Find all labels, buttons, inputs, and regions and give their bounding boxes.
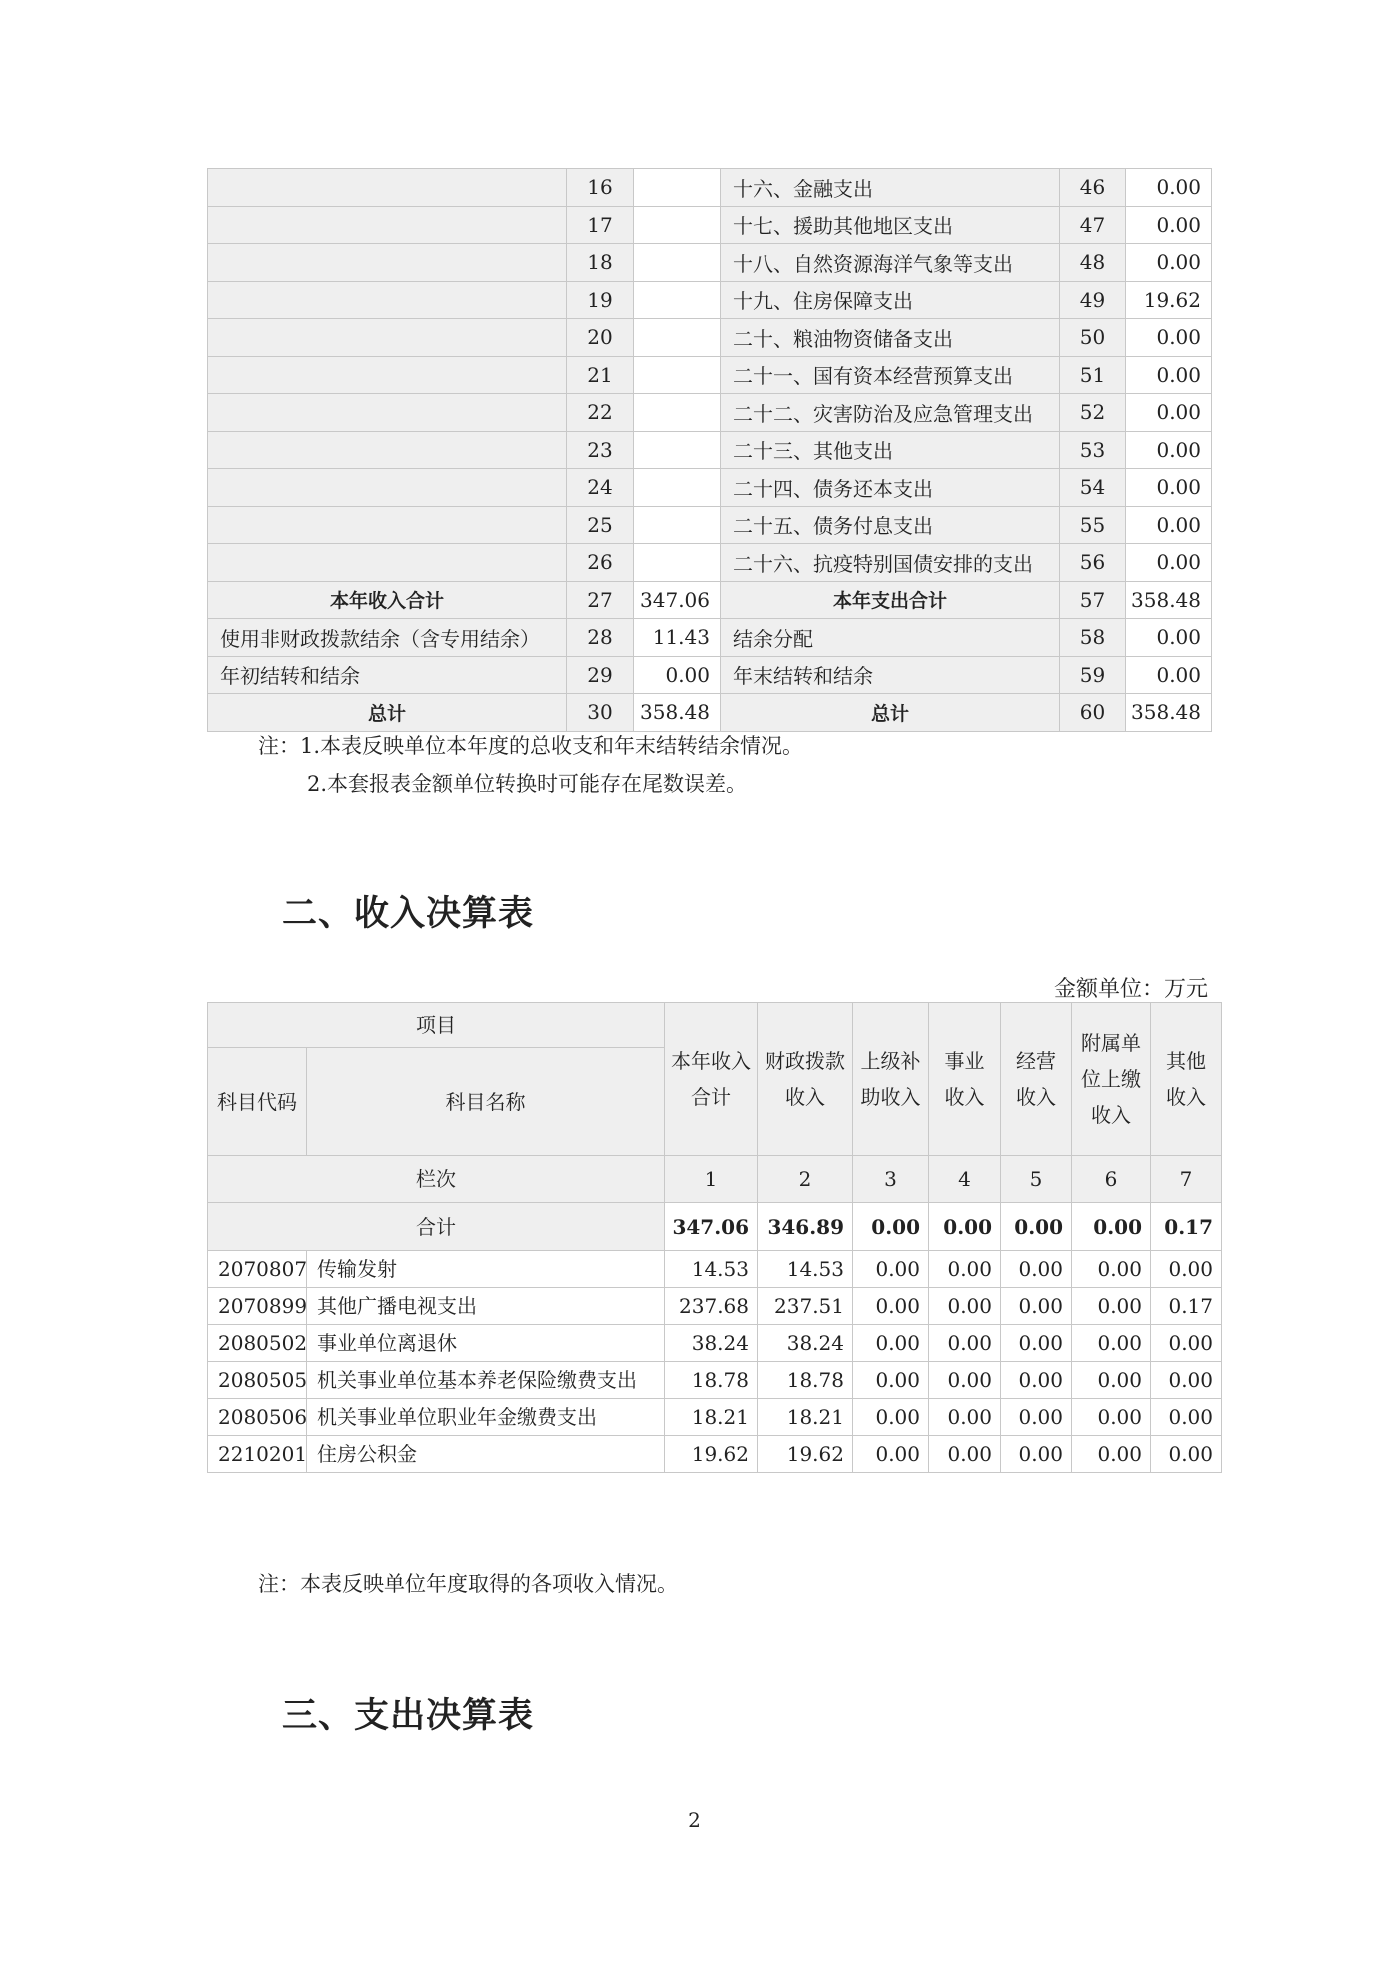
right-amount: 0.00 (1126, 544, 1212, 582)
amount-cell: 18.21 (665, 1399, 758, 1436)
left-line-number: 21 (567, 356, 634, 394)
right-line-number: 51 (1060, 356, 1126, 394)
amount-cell: 19.62 (665, 1436, 758, 1473)
amount-cell: 0.00 (929, 1288, 1001, 1325)
table-row (208, 281, 1212, 319)
right-line-number: 57 (1060, 581, 1126, 619)
right-amount: 0.00 (1126, 506, 1212, 544)
section-heading-expense: 三、支出决算表 (282, 1696, 535, 1736)
left-item-label (208, 244, 567, 282)
table-row (208, 319, 1212, 357)
left-item-label (208, 281, 567, 319)
right-line-number: 58 (1060, 619, 1126, 657)
amount-cell: 0.00 (853, 1325, 929, 1362)
right-item-label: 二十三、其他支出 (721, 431, 1060, 469)
left-item-label: 总计 (208, 694, 567, 732)
table-row (208, 1325, 1222, 1362)
right-item-label: 二十、粮油物资储备支出 (721, 319, 1060, 357)
right-amount: 358.48 (1126, 694, 1212, 732)
table-row (208, 544, 1212, 582)
left-line-number: 27 (567, 581, 634, 619)
amount-cell: 0.00 (853, 1436, 929, 1473)
table-row (208, 656, 1212, 694)
header-col-5: 经营收入 (1001, 1003, 1072, 1156)
total-value: 0.00 (853, 1203, 929, 1251)
right-item-label: 十七、援助其他地区支出 (721, 206, 1060, 244)
left-line-number: 30 (567, 694, 634, 732)
amount-cell: 0.00 (853, 1288, 929, 1325)
right-line-number: 46 (1060, 169, 1126, 207)
header-col-4: 事业收入 (929, 1003, 1001, 1156)
amount-cell: 18.78 (665, 1362, 758, 1399)
right-item-label: 二十四、债务还本支出 (721, 469, 1060, 507)
header-col-3: 上级补助收入 (853, 1003, 929, 1156)
right-amount: 0.00 (1126, 356, 1212, 394)
amount-cell: 0.00 (929, 1251, 1001, 1288)
subject-name: 机关事业单位职业年金缴费支出 (307, 1399, 665, 1436)
amount-cell: 0.00 (929, 1436, 1001, 1473)
subject-code: 2080505 (208, 1362, 307, 1399)
left-amount (634, 169, 721, 207)
amount-cell: 237.51 (758, 1288, 853, 1325)
income-expense-summary-table (207, 168, 1212, 732)
column-index-4: 4 (929, 1156, 1001, 1203)
column-index-2: 2 (758, 1156, 853, 1203)
right-item-label: 结余分配 (721, 619, 1060, 657)
right-amount: 19.62 (1126, 281, 1212, 319)
table-row (208, 169, 1212, 207)
subject-code: 2080506 (208, 1399, 307, 1436)
amount-cell: 0.00 (853, 1399, 929, 1436)
amount-cell: 0.00 (929, 1399, 1001, 1436)
left-item-label (208, 394, 567, 432)
total-value: 0.00 (929, 1203, 1001, 1251)
left-item-label (208, 356, 567, 394)
right-line-number: 48 (1060, 244, 1126, 282)
left-amount: 358.48 (634, 694, 721, 732)
column-index-3: 3 (853, 1156, 929, 1203)
left-amount (634, 319, 721, 357)
right-amount: 0.00 (1126, 656, 1212, 694)
right-item-label: 二十一、国有资本经营预算支出 (721, 356, 1060, 394)
left-amount (634, 281, 721, 319)
left-item-label (208, 544, 567, 582)
amount-cell: 0.00 (1001, 1436, 1072, 1473)
left-line-number: 17 (567, 206, 634, 244)
right-line-number: 53 (1060, 431, 1126, 469)
left-amount (634, 544, 721, 582)
amount-cell: 0.00 (1151, 1251, 1222, 1288)
subject-code: 2210201 (208, 1436, 307, 1473)
right-amount: 0.00 (1126, 394, 1212, 432)
table-row (208, 1436, 1222, 1473)
column-index-label: 栏次 (208, 1156, 665, 1203)
left-amount (634, 506, 721, 544)
left-line-number: 18 (567, 244, 634, 282)
right-amount: 0.00 (1126, 169, 1212, 207)
amount-cell: 0.00 (1001, 1399, 1072, 1436)
amount-cell: 0.00 (1001, 1325, 1072, 1362)
right-line-number: 59 (1060, 656, 1126, 694)
subject-code: 2070899 (208, 1288, 307, 1325)
subject-name: 住房公积金 (307, 1436, 665, 1473)
right-amount: 0.00 (1126, 206, 1212, 244)
table-row (208, 581, 1212, 619)
table-row (208, 206, 1212, 244)
income-final-accounts-table (207, 1002, 1222, 1473)
left-line-number: 26 (567, 544, 634, 582)
total-value: 0.00 (1072, 1203, 1151, 1251)
amount-cell: 0.00 (1001, 1251, 1072, 1288)
left-amount: 347.06 (634, 581, 721, 619)
left-item-label: 使用非财政拨款结余（含专用结余） (208, 619, 567, 657)
right-line-number: 60 (1060, 694, 1126, 732)
left-item-label (208, 206, 567, 244)
amount-cell: 18.21 (758, 1399, 853, 1436)
amount-cell: 14.53 (758, 1251, 853, 1288)
subject-name: 事业单位离退休 (307, 1325, 665, 1362)
amount-cell: 0.00 (1072, 1436, 1151, 1473)
amount-cell: 14.53 (665, 1251, 758, 1288)
left-amount (634, 206, 721, 244)
subject-name: 机关事业单位基本养老保险缴费支出 (307, 1362, 665, 1399)
right-item-label: 二十六、抗疫特别国债安排的支出 (721, 544, 1060, 582)
column-index-1: 1 (665, 1156, 758, 1203)
amount-cell: 38.24 (665, 1325, 758, 1362)
table1-note-2: 2.本套报表金额单位转换时可能存在尾数误差。 (307, 772, 748, 796)
right-line-number: 52 (1060, 394, 1126, 432)
table-row (208, 431, 1212, 469)
left-line-number: 23 (567, 431, 634, 469)
left-line-number: 28 (567, 619, 634, 657)
right-item-label: 二十五、债务付息支出 (721, 506, 1060, 544)
left-item-label (208, 469, 567, 507)
left-line-number: 20 (567, 319, 634, 357)
amount-cell: 0.00 (929, 1362, 1001, 1399)
amount-unit-label: 金额单位：万元 (1053, 977, 1208, 1002)
header-col-7: 其他收入 (1151, 1003, 1222, 1156)
header-code: 科目代码 (208, 1048, 307, 1156)
right-item-label: 十六、金融支出 (721, 169, 1060, 207)
table-row (208, 1288, 1222, 1325)
left-line-number: 24 (567, 469, 634, 507)
amount-cell: 38.24 (758, 1325, 853, 1362)
table-row (208, 394, 1212, 432)
right-amount: 0.00 (1126, 619, 1212, 657)
header-col-2: 财政拨款收入 (758, 1003, 853, 1156)
table2-note: 注：本表反映单位年度取得的各项收入情况。 (258, 1572, 678, 1596)
header-project: 项目 (208, 1003, 665, 1048)
left-line-number: 19 (567, 281, 634, 319)
right-amount: 0.00 (1126, 431, 1212, 469)
amount-cell: 0.00 (1072, 1399, 1151, 1436)
amount-cell: 19.62 (758, 1436, 853, 1473)
left-item-label (208, 319, 567, 357)
amount-cell: 0.00 (1151, 1436, 1222, 1473)
column-index-6: 6 (1072, 1156, 1151, 1203)
header-col-6: 附属单位上缴收入 (1072, 1003, 1151, 1156)
amount-cell: 237.68 (665, 1288, 758, 1325)
right-item-label: 年末结转和结余 (721, 656, 1060, 694)
right-amount: 0.00 (1126, 319, 1212, 357)
total-value: 347.06 (665, 1203, 758, 1251)
page-number: 2 (688, 1808, 701, 1832)
right-line-number: 50 (1060, 319, 1126, 357)
right-amount: 0.00 (1126, 469, 1212, 507)
amount-cell: 0.00 (1072, 1251, 1151, 1288)
table-row (208, 1251, 1222, 1288)
right-item-label: 总计 (721, 694, 1060, 732)
amount-cell: 0.00 (853, 1251, 929, 1288)
amount-cell: 0.00 (1151, 1399, 1222, 1436)
amount-cell: 0.00 (853, 1362, 929, 1399)
amount-cell: 0.00 (1001, 1288, 1072, 1325)
amount-cell: 0.00 (1151, 1325, 1222, 1362)
right-item-label: 二十二、灾害防治及应急管理支出 (721, 394, 1060, 432)
left-line-number: 16 (567, 169, 634, 207)
left-amount: 0.00 (634, 656, 721, 694)
total-value: 0.00 (1001, 1203, 1072, 1251)
subject-code: 2080502 (208, 1325, 307, 1362)
table-row (208, 1399, 1222, 1436)
total-label: 合计 (208, 1203, 665, 1251)
subject-code: 2070807 (208, 1251, 307, 1288)
amount-cell: 0.00 (1151, 1362, 1222, 1399)
right-line-number: 55 (1060, 506, 1126, 544)
amount-cell: 0.00 (1072, 1288, 1151, 1325)
header-col-1: 本年收入合计 (665, 1003, 758, 1156)
table1-note-1: 注：1.本表反映单位本年度的总收支和年末结转结余情况。 (258, 734, 804, 758)
right-item-label: 十九、住房保障支出 (721, 281, 1060, 319)
subject-name: 传输发射 (307, 1251, 665, 1288)
section-heading-income: 二、收入决算表 (282, 894, 535, 934)
amount-cell: 0.00 (1001, 1362, 1072, 1399)
amount-cell: 18.78 (758, 1362, 853, 1399)
column-index-5: 5 (1001, 1156, 1072, 1203)
left-amount (634, 469, 721, 507)
left-line-number: 25 (567, 506, 634, 544)
table-row (208, 694, 1212, 732)
left-item-label: 本年收入合计 (208, 581, 567, 619)
table-row (208, 506, 1212, 544)
right-amount: 0.00 (1126, 244, 1212, 282)
left-item-label (208, 431, 567, 469)
left-line-number: 22 (567, 394, 634, 432)
left-amount (634, 356, 721, 394)
table-row (208, 244, 1212, 282)
right-amount: 358.48 (1126, 581, 1212, 619)
left-amount: 11.43 (634, 619, 721, 657)
right-line-number: 54 (1060, 469, 1126, 507)
left-amount (634, 431, 721, 469)
amount-cell: 0.00 (1072, 1362, 1151, 1399)
amount-cell: 0.00 (1072, 1325, 1151, 1362)
table-row (208, 619, 1212, 657)
table-row (208, 469, 1212, 507)
amount-cell: 0.17 (1151, 1288, 1222, 1325)
right-line-number: 49 (1060, 281, 1126, 319)
header-name: 科目名称 (307, 1048, 665, 1156)
table-row (208, 1362, 1222, 1399)
right-line-number: 47 (1060, 206, 1126, 244)
left-amount (634, 394, 721, 432)
total-value: 346.89 (758, 1203, 853, 1251)
total-value: 0.17 (1151, 1203, 1222, 1251)
subject-name: 其他广播电视支出 (307, 1288, 665, 1325)
left-item-label (208, 169, 567, 207)
table-row (208, 356, 1212, 394)
right-item-label: 十八、自然资源海洋气象等支出 (721, 244, 1060, 282)
left-item-label (208, 506, 567, 544)
left-amount (634, 244, 721, 282)
column-index-7: 7 (1151, 1156, 1222, 1203)
left-item-label: 年初结转和结余 (208, 656, 567, 694)
right-line-number: 56 (1060, 544, 1126, 582)
left-line-number: 29 (567, 656, 634, 694)
amount-cell: 0.00 (929, 1325, 1001, 1362)
right-item-label: 本年支出合计 (721, 581, 1060, 619)
